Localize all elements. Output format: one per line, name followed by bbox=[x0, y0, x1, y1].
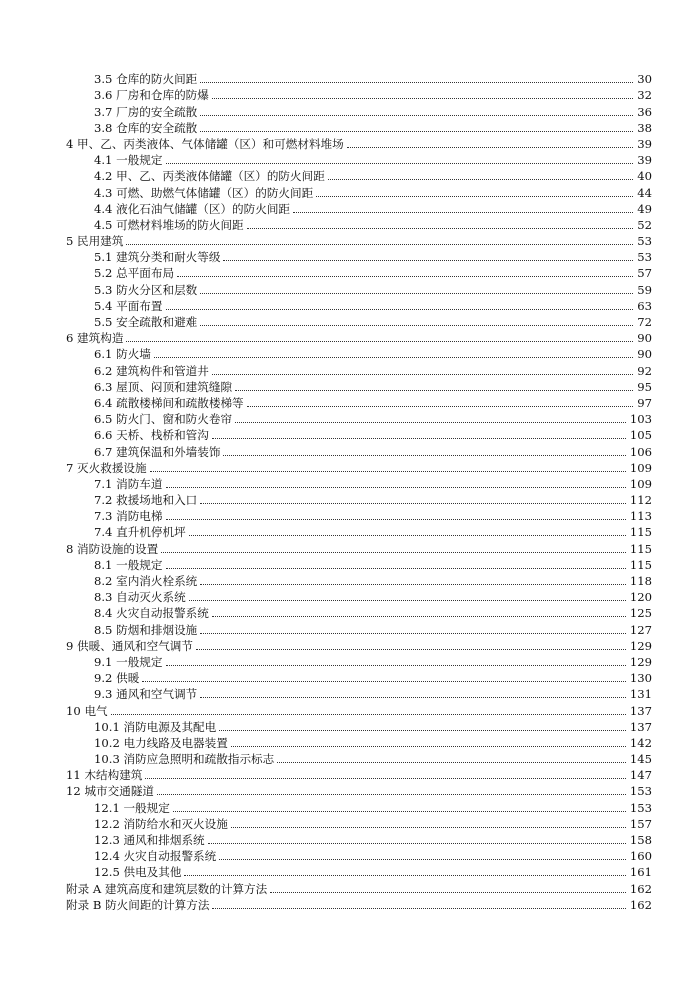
dot-leader bbox=[200, 131, 633, 132]
dot-leader bbox=[111, 714, 626, 715]
toc-entry[interactable] bbox=[66, 119, 652, 135]
toc-entry[interactable] bbox=[66, 523, 652, 539]
dot-leader bbox=[145, 778, 625, 779]
dot-leader bbox=[212, 98, 633, 99]
dot-leader bbox=[212, 438, 626, 439]
toc-entry[interactable] bbox=[66, 442, 652, 458]
toc-entry-page-number: 53 bbox=[637, 250, 652, 265]
toc-entry-title: 4.1 一般规定 bbox=[94, 153, 163, 168]
toc-entry-title: 8 消防设施的设置 bbox=[66, 541, 159, 556]
toc-chapter-entry[interactable] bbox=[66, 135, 652, 151]
toc-entry-title: 9.1 一般规定 bbox=[94, 654, 163, 669]
toc-entry-title: 3.6 厂房和仓库的防爆 bbox=[94, 88, 209, 103]
toc-entry-title: 3.5 仓库的防火间距 bbox=[94, 72, 198, 87]
toc-entry-title: 附录 B 防火间距的计算方法 bbox=[66, 897, 210, 912]
toc-entry-title: 12 城市交通隧道 bbox=[66, 784, 155, 799]
toc-entry[interactable] bbox=[66, 86, 652, 102]
dot-leader bbox=[200, 325, 633, 326]
dot-leader bbox=[200, 697, 626, 698]
toc-entry-page-number: 53 bbox=[637, 234, 652, 249]
dot-leader bbox=[200, 633, 626, 634]
toc-entry-page-number: 92 bbox=[637, 363, 652, 378]
toc-entry-title: 4.2 甲、乙、丙类液体储罐（区）的防火间距 bbox=[94, 169, 325, 184]
dot-leader bbox=[277, 762, 626, 763]
toc-entry[interactable] bbox=[66, 378, 652, 394]
toc-entry-page-number: 127 bbox=[629, 622, 652, 637]
toc-entry-title: 7.2 救援场地和入口 bbox=[94, 493, 198, 508]
toc-entry[interactable] bbox=[66, 200, 652, 216]
toc-entry-title: 6.7 建筑保温和外墙装饰 bbox=[94, 444, 221, 459]
dot-leader bbox=[173, 811, 626, 812]
toc-entry[interactable] bbox=[66, 297, 652, 313]
dot-leader bbox=[166, 309, 634, 310]
toc-entry-page-number: 59 bbox=[637, 282, 652, 297]
toc-entry-page-number: 147 bbox=[629, 768, 652, 783]
toc-entry-title: 11 木结构建筑 bbox=[66, 768, 143, 783]
toc-entry-title: 7 灭火救援设施 bbox=[66, 460, 147, 475]
toc-entry-page-number: 118 bbox=[629, 574, 652, 588]
toc-entry-page-number: 145 bbox=[629, 752, 652, 767]
dot-leader bbox=[200, 503, 626, 504]
toc-entry-page-number: 158 bbox=[629, 833, 652, 847]
dot-leader bbox=[235, 422, 626, 423]
toc-entry-page-number: 115 bbox=[629, 557, 652, 572]
toc-entry-title: 8.3 自动灭火系统 bbox=[94, 590, 186, 605]
toc-entry-page-number: 90 bbox=[637, 331, 652, 346]
toc-entry-page-number: 109 bbox=[629, 476, 652, 491]
toc-chapter-entry[interactable] bbox=[66, 539, 652, 555]
toc-entry-title: 6.5 防火门、窗和防火卷帘 bbox=[94, 412, 233, 427]
toc-entry-page-number: 129 bbox=[629, 654, 652, 669]
dot-leader bbox=[166, 568, 626, 569]
toc-entry[interactable] bbox=[66, 264, 652, 280]
toc-entry-page-number: 105 bbox=[629, 428, 652, 443]
toc-entry-title: 7.3 消防电梯 bbox=[94, 509, 163, 524]
dot-leader bbox=[150, 471, 626, 472]
toc-entry-page-number: 95 bbox=[637, 379, 652, 394]
dot-leader bbox=[166, 163, 634, 164]
toc-entry[interactable] bbox=[66, 151, 652, 167]
toc-entry-page-number: 32 bbox=[637, 88, 652, 103]
table-of-contents bbox=[66, 70, 652, 912]
toc-entry-page-number: 44 bbox=[637, 185, 652, 200]
toc-entry-title: 12.3 通风和排烟系统 bbox=[94, 833, 205, 847]
toc-entry-title: 5.5 安全疏散和避难 bbox=[94, 315, 198, 329]
dot-leader bbox=[235, 390, 633, 391]
toc-entry-page-number: 142 bbox=[629, 735, 652, 750]
toc-entry[interactable] bbox=[66, 669, 652, 685]
toc-entry-page-number: 161 bbox=[629, 865, 652, 880]
toc-entry-title: 12.4 火灾自动报警系统 bbox=[94, 849, 217, 864]
toc-entry-title: 12.5 供电及其他 bbox=[94, 865, 182, 880]
dot-leader bbox=[219, 859, 626, 860]
toc-entry[interactable] bbox=[66, 750, 652, 766]
toc-entry-title: 8.2 室内消火栓系统 bbox=[94, 574, 198, 588]
toc-chapter-entry[interactable] bbox=[66, 766, 652, 782]
dot-leader bbox=[189, 535, 626, 536]
toc-entry-title: 6.3 屋顶、闷顶和建筑缝隙 bbox=[94, 379, 233, 394]
toc-entry-page-number: 97 bbox=[637, 395, 652, 410]
toc-entry-page-number: 38 bbox=[637, 120, 652, 135]
toc-entry[interactable] bbox=[66, 556, 652, 572]
toc-entry[interactable] bbox=[66, 248, 652, 264]
toc-entry-page-number: 103 bbox=[629, 412, 652, 427]
toc-entry-title: 5 民用建筑 bbox=[66, 234, 124, 249]
toc-entry-page-number: 40 bbox=[637, 169, 652, 184]
toc-entry[interactable] bbox=[66, 475, 652, 491]
toc-entry-title: 10 电气 bbox=[66, 703, 108, 718]
toc-entry-title: 10.3 消防应急照明和疏散指示标志 bbox=[94, 752, 275, 767]
dot-leader bbox=[166, 487, 626, 488]
toc-entry[interactable] bbox=[66, 815, 652, 831]
toc-entry-title: 3.7 厂房的安全疏散 bbox=[94, 104, 198, 119]
toc-entry[interactable] bbox=[66, 798, 652, 814]
dot-leader bbox=[212, 374, 633, 375]
toc-chapter-entry[interactable] bbox=[66, 879, 652, 895]
toc-entry[interactable] bbox=[66, 345, 652, 361]
toc-entry[interactable] bbox=[66, 620, 652, 636]
toc-entry-title: 3.8 仓库的安全疏散 bbox=[94, 120, 198, 135]
dot-leader bbox=[212, 908, 625, 909]
toc-chapter-entry[interactable] bbox=[66, 232, 652, 248]
toc-entry-title: 6 建筑构造 bbox=[66, 331, 124, 346]
dot-leader bbox=[154, 357, 633, 358]
toc-chapter-entry[interactable] bbox=[66, 782, 652, 798]
toc-entry-title: 7.4 直升机停机坪 bbox=[94, 525, 186, 540]
toc-entry[interactable] bbox=[66, 183, 652, 199]
dot-leader bbox=[157, 794, 626, 795]
toc-entry-page-number: 153 bbox=[629, 800, 652, 815]
toc-entry[interactable] bbox=[66, 653, 652, 669]
dot-leader bbox=[126, 244, 633, 245]
dot-leader bbox=[189, 600, 626, 601]
dot-leader bbox=[161, 552, 626, 553]
toc-entry-page-number: 129 bbox=[629, 638, 652, 653]
dot-leader bbox=[219, 730, 626, 731]
toc-entry[interactable] bbox=[66, 831, 652, 847]
dot-leader bbox=[293, 212, 633, 213]
toc-entry[interactable] bbox=[66, 734, 652, 750]
toc-entry-page-number: 39 bbox=[637, 136, 652, 151]
toc-entry-title: 6.4 疏散楼梯间和疏散楼梯等 bbox=[94, 395, 244, 410]
dot-leader bbox=[247, 406, 634, 407]
dot-leader bbox=[223, 260, 633, 261]
toc-entry-page-number: 63 bbox=[637, 298, 652, 313]
toc-entry-page-number: 120 bbox=[629, 590, 652, 605]
dot-leader bbox=[208, 843, 626, 844]
toc-entry-page-number: 137 bbox=[629, 703, 652, 718]
toc-entry[interactable] bbox=[66, 604, 652, 620]
toc-entry-title: 10.1 消防电源及其配电 bbox=[94, 719, 217, 734]
toc-entry[interactable] bbox=[66, 507, 652, 523]
toc-entry[interactable] bbox=[66, 280, 652, 296]
dot-leader bbox=[247, 228, 634, 229]
toc-entry[interactable] bbox=[66, 102, 652, 118]
dot-leader bbox=[177, 276, 633, 277]
toc-entry[interactable] bbox=[66, 394, 652, 410]
dot-leader bbox=[316, 196, 633, 197]
dot-leader bbox=[200, 584, 626, 585]
toc-entry[interactable] bbox=[66, 847, 652, 863]
dot-leader bbox=[328, 179, 633, 180]
toc-entry[interactable] bbox=[66, 718, 652, 734]
toc-entry-page-number: 131 bbox=[629, 687, 652, 702]
dot-leader bbox=[231, 827, 626, 828]
dot-leader bbox=[184, 875, 625, 876]
toc-entry-title: 8.1 一般规定 bbox=[94, 557, 163, 572]
dot-leader bbox=[142, 681, 626, 682]
toc-entry-page-number: 157 bbox=[629, 816, 652, 831]
toc-entry[interactable] bbox=[66, 863, 652, 879]
toc-entry-title: 5.3 防火分区和层数 bbox=[94, 282, 198, 297]
toc-entry-page-number: 162 bbox=[629, 897, 652, 912]
toc-entry[interactable] bbox=[66, 572, 652, 588]
toc-entry-title: 5.1 建筑分类和耐火等级 bbox=[94, 250, 221, 265]
toc-chapter-entry[interactable] bbox=[66, 701, 652, 717]
dot-leader bbox=[126, 341, 633, 342]
toc-entry-title: 5.2 总平面布局 bbox=[94, 266, 175, 281]
dot-leader bbox=[223, 455, 625, 456]
toc-entry-page-number: 106 bbox=[629, 444, 652, 459]
toc-chapter-entry[interactable] bbox=[66, 329, 652, 345]
toc-entry-page-number: 153 bbox=[629, 784, 652, 799]
toc-entry-page-number: 72 bbox=[637, 315, 652, 329]
dot-leader bbox=[196, 649, 626, 650]
toc-entry[interactable] bbox=[66, 361, 652, 377]
toc-entry-page-number: 90 bbox=[637, 347, 652, 362]
toc-entry-page-number: 115 bbox=[629, 541, 652, 556]
toc-entry-page-number: 30 bbox=[637, 72, 652, 87]
toc-entry-title: 7.1 消防车道 bbox=[94, 476, 163, 491]
toc-entry-title: 附录 A 建筑高度和建筑层数的计算方法 bbox=[66, 881, 268, 896]
toc-entry-title: 4.4 液化石油气储罐（区）的防火间距 bbox=[94, 201, 291, 216]
dot-leader bbox=[270, 892, 626, 893]
toc-entry-title: 6.2 建筑构件和管道井 bbox=[94, 363, 209, 378]
toc-entry-title: 8.5 防烟和排烟设施 bbox=[94, 622, 198, 637]
toc-entry-page-number: 113 bbox=[629, 509, 652, 524]
dot-leader bbox=[200, 82, 633, 83]
toc-entry-title: 6.1 防火墙 bbox=[94, 347, 151, 362]
toc-entry-title: 9.3 通风和空气调节 bbox=[94, 687, 198, 702]
toc-entry-page-number: 39 bbox=[637, 153, 652, 168]
dot-leader bbox=[212, 616, 626, 617]
toc-entry-page-number: 130 bbox=[629, 671, 652, 686]
dot-leader bbox=[166, 665, 626, 666]
toc-entry-page-number: 109 bbox=[629, 460, 652, 475]
toc-entry[interactable] bbox=[66, 426, 652, 442]
toc-entry-page-number: 125 bbox=[629, 606, 652, 621]
toc-chapter-entry[interactable] bbox=[66, 637, 652, 653]
toc-entry-title: 10.2 电力线路及电器装置 bbox=[94, 735, 228, 750]
toc-entry-title: 4.5 可燃材料堆场的防火间距 bbox=[94, 217, 244, 232]
toc-entry-title: 5.4 平面布置 bbox=[94, 298, 163, 313]
toc-entry-page-number: 137 bbox=[629, 719, 652, 734]
toc-entry[interactable] bbox=[66, 216, 652, 232]
toc-entry[interactable] bbox=[66, 588, 652, 604]
dot-leader bbox=[231, 746, 626, 747]
toc-entry-page-number: 49 bbox=[637, 201, 652, 216]
toc-entry-title: 4 甲、乙、丙类液体、气体储罐（区）和可燃材料堆场 bbox=[66, 136, 344, 151]
toc-entry-page-number: 52 bbox=[637, 217, 652, 232]
toc-entry-page-number: 57 bbox=[637, 266, 652, 281]
toc-entry-page-number: 36 bbox=[637, 104, 652, 119]
toc-entry-title: 12.1 一般规定 bbox=[94, 800, 170, 815]
toc-chapter-entry[interactable] bbox=[66, 896, 652, 912]
toc-entry[interactable] bbox=[66, 685, 652, 701]
toc-entry[interactable] bbox=[66, 410, 652, 426]
toc-entry[interactable] bbox=[66, 491, 652, 507]
toc-entry-title: 12.2 消防给水和灭火设施 bbox=[94, 816, 228, 831]
toc-entry-page-number: 160 bbox=[629, 849, 652, 864]
toc-entry-title: 8.4 火灾自动报警系统 bbox=[94, 606, 209, 621]
toc-entry-page-number: 115 bbox=[629, 525, 652, 540]
toc-entry[interactable] bbox=[66, 70, 652, 86]
toc-entry-title: 9 供暖、通风和空气调节 bbox=[66, 638, 193, 653]
dot-leader bbox=[166, 519, 626, 520]
toc-entry-title: 9.2 供暖 bbox=[94, 671, 140, 686]
toc-entry[interactable] bbox=[66, 313, 652, 329]
toc-entry-page-number: 112 bbox=[629, 493, 652, 508]
toc-entry-title: 4.3 可燃、助燃气体储罐（区）的防火间距 bbox=[94, 185, 314, 200]
dot-leader bbox=[200, 115, 633, 116]
dot-leader bbox=[347, 147, 634, 148]
toc-entry[interactable] bbox=[66, 167, 652, 183]
toc-entry-page-number: 162 bbox=[629, 881, 652, 896]
toc-entry-title: 6.6 天桥、栈桥和管沟 bbox=[94, 428, 209, 443]
toc-chapter-entry[interactable] bbox=[66, 459, 652, 475]
dot-leader bbox=[200, 293, 633, 294]
